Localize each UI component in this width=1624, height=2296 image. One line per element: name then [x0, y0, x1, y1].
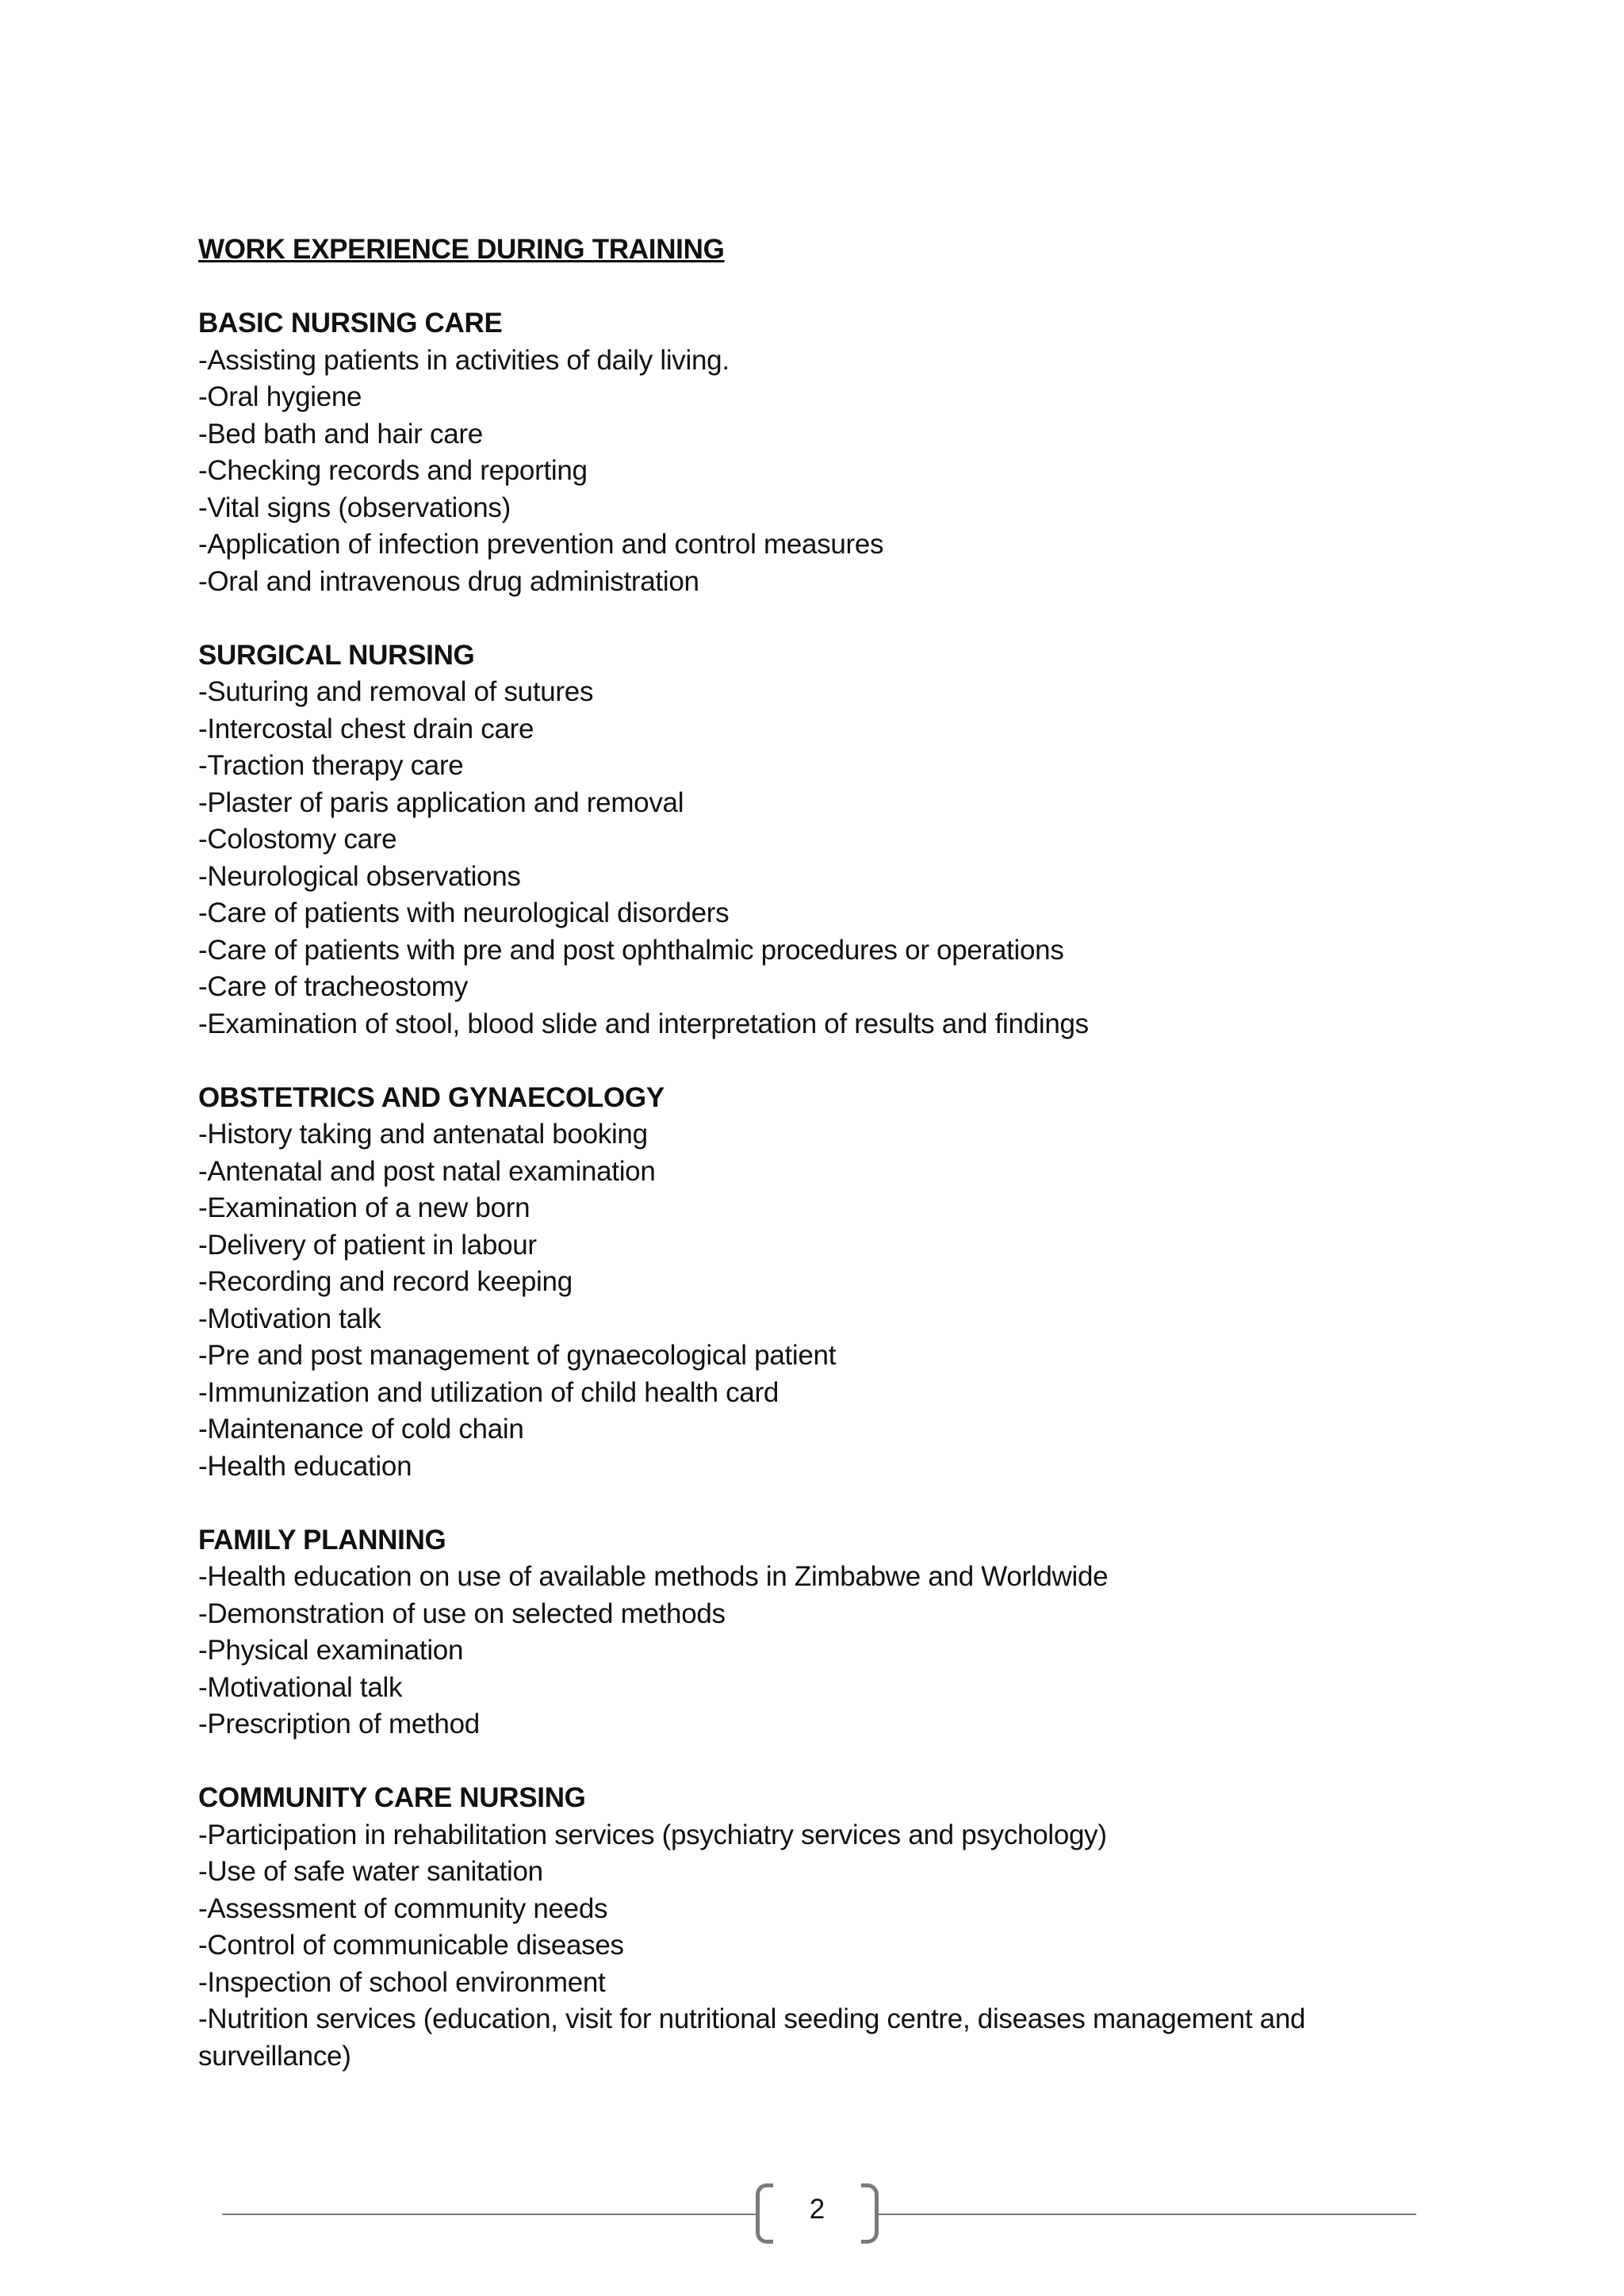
list-item: -Demonstration of use on selected methods	[198, 1598, 726, 1629]
list-item: -Prescription of method	[198, 1709, 480, 1739]
list-item: -Physical examination	[198, 1635, 464, 1666]
list-item: -Oral hygiene	[198, 381, 362, 412]
list-item: -Intercostal chest drain care	[198, 713, 534, 744]
list-item: -Health education on use of available methods in Zimbabwe and Worldwide	[198, 1561, 1109, 1592]
list-item: -Examination of stool, blood slide and interpretation of results and findings	[198, 1008, 1089, 1039]
section-heading: COMMUNITY CARE NURSING	[198, 1782, 586, 1813]
list-item: -Plaster of paris application and removal	[198, 786, 684, 818]
list-item: -Control of communicable diseases	[198, 1930, 624, 1961]
list-item: -Checking records and reporting	[198, 455, 588, 486]
list-item: -Immunization and utilization of child health card	[198, 1376, 779, 1408]
list-item: -Maintenance of cold chain	[198, 1414, 524, 1445]
list-item: -Assisting patients in activities of daily living.	[198, 344, 730, 376]
list-item: -Delivery of patient in labour	[198, 1229, 537, 1261]
list-item: -Antenatal and post natal examination	[198, 1155, 656, 1187]
document-title: WORK EXPERIENCE DURING TRAINING	[198, 234, 725, 265]
document-page	[198, 232, 1435, 2112]
footer-divider-left	[222, 2214, 756, 2215]
list-item: -Pre and post management of gynaecological patient	[198, 1340, 837, 1371]
list-item: -History taking and antenatal booking	[198, 1119, 648, 1150]
list-item: -Care of patients with pre and post ophthalmic procedures or operations	[198, 934, 1064, 966]
list-item: -Inspection of school environment	[198, 1966, 606, 1998]
list-item: -Oral and intravenous drug administration	[198, 565, 699, 597]
list-item: -Suturing and removal of sutures	[198, 676, 594, 707]
list-item: -Vital signs (observations)	[198, 492, 511, 523]
page-number: 2	[809, 2194, 825, 2225]
list-item: -Examination of a new born	[198, 1192, 530, 1223]
list-item: -Care of patients with neurological disorders	[198, 897, 730, 928]
section-community-care-nursing	[198, 1780, 1435, 2075]
section-surgical-nursing	[198, 637, 1435, 1043]
list-item: -Application of infection prevention and control measures	[198, 529, 884, 560]
list-item: -Motivation talk	[198, 1303, 381, 1334]
list-item: -Colostomy care	[198, 824, 397, 855]
list-item: -Use of safe water sanitation	[198, 1856, 543, 1887]
list-item: -Traction therapy care	[198, 750, 464, 781]
list-item: -Motivational talk	[198, 1671, 403, 1703]
list-item: -Neurological observations	[198, 860, 521, 892]
footer-divider-right	[879, 2214, 1416, 2215]
section-heading: SURGICAL NURSING	[198, 639, 475, 671]
list-item: -Nutrition services (education, visit for nutritional seeding centre, diseases management and surveillance)	[198, 2003, 1306, 2072]
section-heading: BASIC NURSING CARE	[198, 308, 503, 339]
right-bracket-icon	[861, 2183, 879, 2244]
page-footer	[0, 2180, 1624, 2244]
list-item: -Bed bath and hair care	[198, 418, 483, 450]
list-item: -Participation in rehabilitation services (psychiatry services and psychology)	[198, 1819, 1107, 1850]
section-obstetrics-gynaecology	[198, 1080, 1435, 1486]
section-family-planning	[198, 1522, 1435, 1743]
section-basic-nursing-care	[198, 305, 1435, 600]
list-item: -Assessment of community needs	[198, 1892, 608, 1924]
section-heading: FAMILY PLANNING	[198, 1524, 446, 1556]
list-item: -Recording and record keeping	[198, 1266, 573, 1297]
list-item: -Health education	[198, 1450, 412, 1482]
left-bracket-icon	[756, 2183, 773, 2244]
section-heading: OBSTETRICS AND GYNAECOLOGY	[198, 1081, 665, 1113]
list-item: -Care of tracheostomy	[198, 971, 468, 1002]
